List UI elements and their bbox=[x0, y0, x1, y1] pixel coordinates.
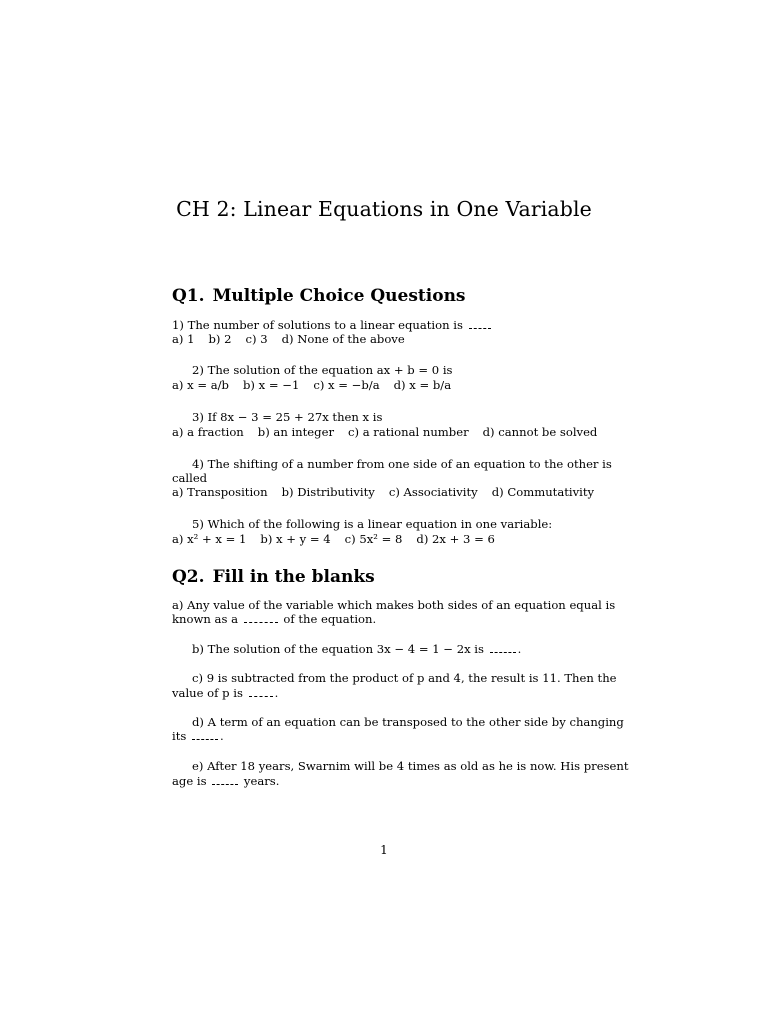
mcq-question-3: 3) If 8x − 3 = 25 + 27x then x is bbox=[192, 410, 383, 424]
answer-blank bbox=[244, 612, 278, 623]
option: a) x = a/b bbox=[172, 378, 229, 392]
fill-blank-e-line1: e) After 18 years, Swarnim will be 4 times as old as he is now. His present bbox=[192, 759, 629, 773]
option: d) Commutativity bbox=[491, 485, 595, 499]
mcq-question-4-line2: called bbox=[172, 471, 208, 485]
section-heading-q2 bbox=[172, 566, 375, 588]
option: a) Transposition bbox=[172, 485, 268, 499]
mcq-options-5 bbox=[172, 532, 495, 546]
option: b) x = −1 bbox=[242, 378, 300, 392]
answer-blank bbox=[192, 729, 218, 740]
fill-blank-c-line2: value of p is . bbox=[172, 686, 279, 700]
page-title: CH 2: Linear Equations in One Variable bbox=[176, 197, 592, 221]
mcq-question-5: 5) Which of the following is a linear equation in one variable: bbox=[192, 517, 553, 531]
option: c) a rational number bbox=[348, 425, 469, 439]
fill-blank-a-line2: known as a of the equation. bbox=[172, 612, 377, 626]
option: b) an integer bbox=[257, 425, 334, 439]
answer-blank bbox=[249, 686, 273, 697]
fill-blank-a-line1: a) Any value of the variable which makes both sides of an equation equal is bbox=[172, 598, 616, 612]
page-number: 1 bbox=[380, 843, 388, 857]
mcq-question-1: 1) The number of solutions to a linear equation is bbox=[172, 318, 493, 332]
fill-blank-c-line1: c) 9 is subtracted from the product of p and 4, the result is 11. Then the bbox=[192, 671, 617, 685]
fill-blank-e-line2: age is years. bbox=[172, 774, 280, 788]
section-title: Multiple Choice Questions bbox=[212, 286, 466, 306]
option: c) x = −b/a bbox=[313, 378, 380, 392]
option: b) 2 bbox=[208, 332, 232, 346]
option: b) x + y = 4 bbox=[260, 532, 331, 546]
option: c) 3 bbox=[245, 332, 268, 346]
option: a) a fraction bbox=[172, 425, 244, 439]
mcq-options-2 bbox=[172, 378, 451, 392]
fill-blank-b: b) The solution of the equation 3x − 4 = 1 − 2x is . bbox=[192, 642, 522, 656]
option: c) Associativity bbox=[388, 485, 478, 499]
option: d) x = b/a bbox=[393, 378, 452, 392]
option: d) 2x + 3 = 6 bbox=[416, 532, 495, 546]
option: a) 1 bbox=[172, 332, 195, 346]
section-heading-q1 bbox=[172, 285, 466, 307]
fill-blank-d-line2: its . bbox=[172, 729, 224, 743]
answer-blank bbox=[469, 318, 491, 329]
option: b) Distributivity bbox=[281, 485, 375, 499]
mcq-options-4 bbox=[172, 485, 594, 499]
answer-blank bbox=[212, 774, 238, 785]
option: c) 5x² = 8 bbox=[344, 532, 403, 546]
mcq-question-2: 2) The solution of the equation ax + b = 0 is bbox=[192, 363, 453, 377]
mcq-options-1 bbox=[172, 332, 405, 346]
option: d) None of the above bbox=[281, 332, 405, 346]
section-number: Q1. bbox=[172, 286, 205, 306]
option: a) x² + x = 1 bbox=[172, 532, 247, 546]
answer-blank bbox=[490, 642, 516, 653]
mcq-options-3 bbox=[172, 425, 597, 439]
section-title: Fill in the blanks bbox=[212, 567, 375, 587]
fill-blank-d-line1: d) A term of an equation can be transposed to the other side by changing bbox=[192, 715, 624, 729]
section-number: Q2. bbox=[172, 567, 205, 587]
mcq-question-4-line1: 4) The shifting of a number from one side of an equation to the other is bbox=[192, 457, 612, 471]
option: d) cannot be solved bbox=[482, 425, 598, 439]
